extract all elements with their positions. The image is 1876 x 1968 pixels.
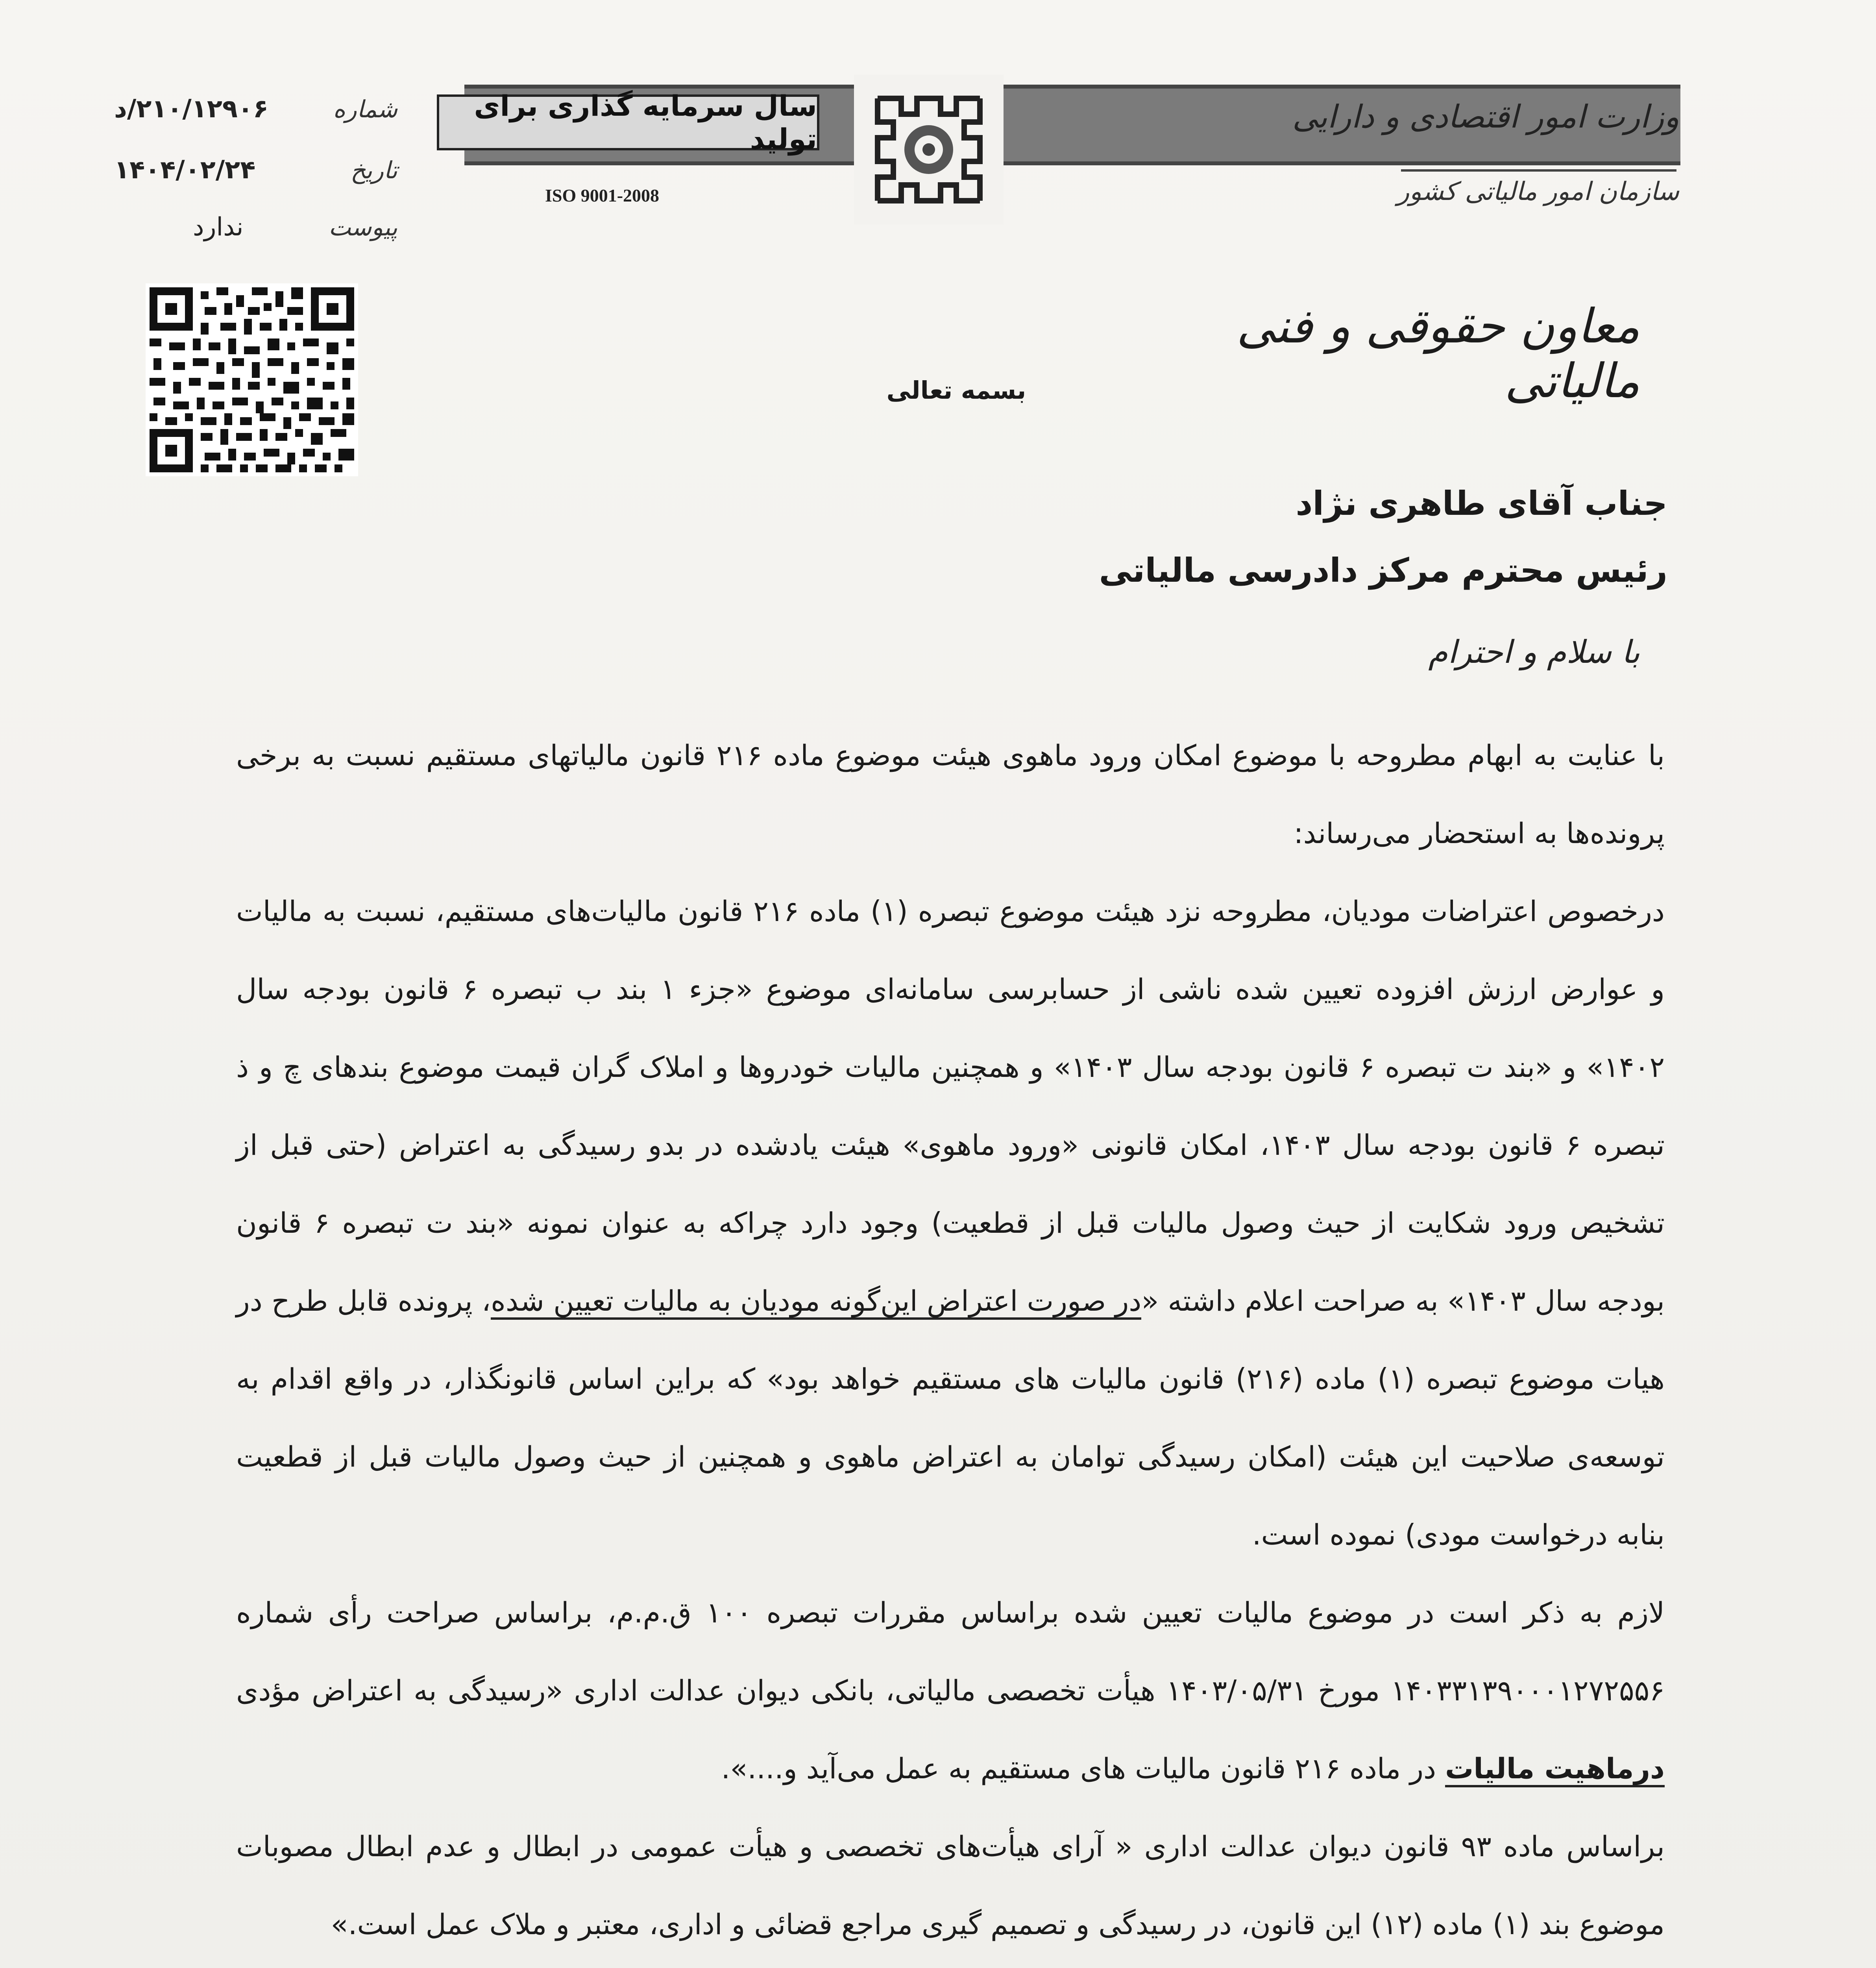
letter-attachment-row — [193, 213, 397, 242]
body-paragraph-3-underlined: درماهیت مالیات — [1445, 1752, 1665, 1787]
body-paragraph-2-underlined: در صورت اعتراض این‌گونه مودیان به مالیات تعیین شده — [491, 1284, 1141, 1320]
letter-number: ۲۱۰/۱۲۹۰۶/د — [114, 94, 269, 124]
body-paragraph-2-text: درخصوص اعتراضات مودیان، مطروحه نزد هیئت موضوع تبصره (۱) ماده ۲۱۶ قانون مالیات‌های مستقیم، نسبت به مالیات و عوارض ارزش افزوده تعیین شده ناشی از حسابرسی سامانه‌ای موضوع «جزء ۱ بند ب تبصره ۶ قانون بودجه سال ۱۴۰۲» و «بند ت تبصره ۶ قانون بودجه سال ۱۴۰۳» و همچنین مالیات خودروها و املاک گران قیمت موضوع بندهای چ و ذ تبصره ۶ قانون بودجه سال ۱۴۰۳، امکان قانونی «ورود ماهوی» هیئت یادشده در بدو رسیدگی به اعتراض (حتی قبل از تشخیص ورود شکایت از حیث وصول مالیات قبل از قطعیت) وجود دارد چراکه به عنوان نمونه «بند ت تبصره ۶ قانون بودجه سال ۱۴۰۳» به صراحت اعلام داشته « — [236, 895, 1665, 1317]
iso-label: ISO 9001-2008 — [545, 185, 660, 205]
letter-date: ۱۴۰۴/۰۲/۲۴ — [114, 155, 256, 185]
body-paragraph-2-continued: ، پرونده قابل طرح در هیات موضوع تبصره (۱) ماده (۲۱۶) قانون مالیات های مستقیم خواهد بود» که براین اساس قانونگذار، در واقع اقدام به توسعه‌ی صلاحیت این هیئت (امکان رسیدگی توامان به اعتراض ماهوی و همچنین از حیث وصول مالیات قبل از قطعیت بنابه درخواست مودی) نموده است. — [236, 1284, 1665, 1551]
bismillah-heading: بسمه تعالی — [886, 376, 1026, 405]
body-paragraph-1: با عنایت به ابهام مطروحه با موضوع امکان ورود ماهوی هیئت موضوع ماده ۲۱۶ قانون مالیاتهای مستقیم نسبت به برخی پرونده‌ها به استحضار می‌رساند: — [236, 739, 1665, 850]
body-paragraph-2 — [236, 872, 1665, 1574]
addressee-name: جناب آقای طاهری نژاد — [1296, 484, 1667, 523]
body-paragraph-3-text: لازم به ذکر است در موضوع مالیات تعیین شده براساس مقررات تبصره ۱۰۰ ق.م.م، براساس صراحت رأی شماره ۱۴۰۳۳۱۳۹۰۰۰۱۲۷۲۵۵۶ مورخ ۱۴۰۳/۰۵/۳۱ هیأت تخصصی مالیاتی، بانکی دیوان عدالت اداری «رسیدگی به اعتراض مؤدی — [236, 1596, 1665, 1707]
slogan-text: سال سرمایه گذاری برای تولید — [474, 89, 817, 155]
letter-date-label: تاریخ — [350, 157, 397, 184]
salutation: با سلام و احترام — [1428, 634, 1640, 670]
letter-number-label: شماره — [333, 96, 397, 123]
slogan-box — [437, 89, 819, 155]
body-paragraph-3-continued: در ماده ۲۱۶ قانون مالیات های مستقیم به عمل می‌آید و....». — [721, 1752, 1445, 1785]
letter-date-row — [114, 155, 397, 185]
qr-code-icon — [146, 283, 358, 476]
letter-body — [236, 716, 1665, 1963]
body-paragraph-3 — [236, 1574, 1665, 1807]
ministry-name: وزارت امور اقتصادی و دارایی — [1292, 98, 1679, 135]
banner-divider — [1401, 169, 1676, 172]
tax-organization-logo-icon — [854, 75, 1004, 224]
deputy-header-title: معاون حقوقی و فنی مالیاتی — [1236, 299, 1640, 409]
organization-name: سازمان امور مالیاتی کشور — [1397, 177, 1679, 206]
letter-number-row — [114, 94, 397, 124]
body-paragraph-4: براساس ماده ۹۳ قانون دیوان عدالت اداری « آرای هیأت‌های تخصصی و هیأت عمومی در ابطال و عدم ابطال مصوبات موضوع بند (۱) ماده (۱۲) این قانون، در رسیدگی و تصمیم گیری مراجع قضائی و اداری، معتبر و ملاک عمل است.» — [236, 1830, 1665, 1941]
letter-attachment-label: پیوست — [329, 214, 397, 241]
letter-attachment: ندارد — [193, 213, 244, 242]
addressee-title: رئیس محترم مرکز دادرسی مالیاتی — [1099, 551, 1667, 590]
